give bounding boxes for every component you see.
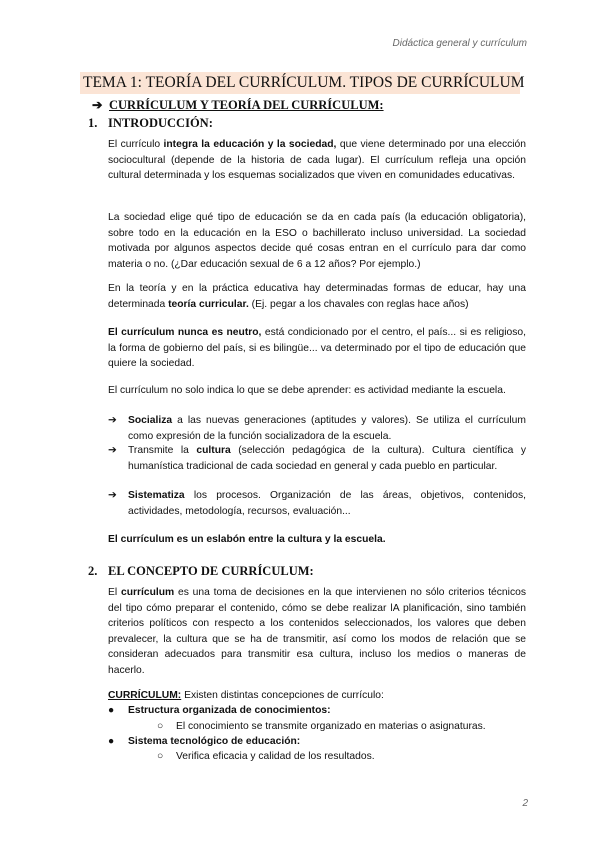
paragraph-intro-2: La sociedad elige qué tipo de educación se da en cada país (la educación obligatoria), sobre todo en la educación en la ESO o bachillerato incluso universidad. La sociedad motivada por algunos aspectos decide qué cosas entran en el currículo para dar como materia o no. (¿Dar educación sexual de 6 a 12 años? Por ejemplo.) xyxy=(108,212,526,270)
running-header: Didáctica general y currículum xyxy=(392,38,527,49)
sub-bullet-estructura: ○ El conocimiento se transmite organizado en materias o asignaturas. xyxy=(176,719,486,735)
section-heading-label: CURRÍCULUM Y TEORÍA DEL CURRÍCULUM: xyxy=(109,98,384,112)
paragraph-concepto-2: CURRÍCULUM: Existen distintas concepciones de currículo: xyxy=(108,690,384,701)
heading-concepto: 2. EL CONCEPTO DE CURRÍCULUM: xyxy=(88,564,314,578)
section-heading xyxy=(92,97,384,113)
bullet-estructura: ● Estructura organizada de conocimientos: xyxy=(128,703,331,719)
page-number: 2 xyxy=(522,798,528,809)
paragraph-concepto-1: El currículum es una toma de decisiones en la que intervienen no sólo criterios técnicos del tipo cómo preparar el contenido, cómo se debe realizar lA planificación, sino también criterios políticos con respecto a los contenidos seleccionados, los valores que deben prevalecer, la cultura que se ha de transmitir, así como los modos de relación que se consideran adecuados para transmitir esa cultura, incluso los medios o maneras de hacerlo. xyxy=(108,587,526,676)
heading-introduccion: 1. INTRODUCCIÓN: xyxy=(88,116,213,130)
arrow-icon: ➔ xyxy=(108,415,117,426)
arrow-icon: ➔ xyxy=(108,490,117,501)
sub-bullet-sistema: ○ Verifica eficacia y calidad de los resultados. xyxy=(176,749,375,765)
arrow-icon: ➔ xyxy=(92,98,103,112)
paragraph-intro-5: El currículum no solo indica lo que se debe aprender: es actividad mediante la escuela. xyxy=(108,385,506,396)
list-item-cultura: ➔ Transmite la cultura (selección pedagógica de la cultura). Cultura científica y humanística tradicional de cada sociedad en general y cada pueblo en particular. xyxy=(108,445,526,472)
list-item-socializa: ➔ Socializa a las nuevas generaciones (aptitudes y valores). Se utiliza el currículum como expresión de la función socializadora de la escuela. xyxy=(108,415,526,442)
page-title: TEMA 1: TEORÍA DEL CURRÍCULUM. TIPOS DE CURRÍCULUM xyxy=(80,72,520,94)
circle-bullet-icon: ○ xyxy=(157,751,164,762)
bullet-icon: ● xyxy=(108,705,115,716)
circle-bullet-icon: ○ xyxy=(157,721,164,732)
paragraph-intro-4: El currículum nunca es neutro, está condicionado por el centro, el país... si es religioso, la forma de gobierno del país, si es bilingüe... va determinado por el tipo de educación que quiere la sociedad. xyxy=(108,327,526,369)
paragraph-intro-3: En la teoría y en la práctica educativa hay determinadas formas de educar, hay una determinada teoría curricular. (Ej. pegar a los chavales con reglas hace años) xyxy=(108,283,526,310)
bullet-icon: ● xyxy=(108,736,115,747)
list-item-sistematiza: ➔ Sistematiza los procesos. Organización de las áreas, objetivos, contenidos, actividades, metodología, recursos, evaluación... xyxy=(108,490,526,517)
conclusion-text: El currículum es un eslabón entre la cultura y la escuela. xyxy=(108,534,386,545)
bullet-sistema: ● Sistema tecnológico de educación: xyxy=(128,734,300,750)
paragraph-intro-1: El currículo integra la educación y la sociedad, que viene determinado por una elección sociocultural (depende de la historia de cada lugar). El currículum refleja una opción cultural determinada y los esquemas socializados que viven en comunidades educativas. xyxy=(108,139,526,181)
arrow-icon: ➔ xyxy=(108,445,117,456)
